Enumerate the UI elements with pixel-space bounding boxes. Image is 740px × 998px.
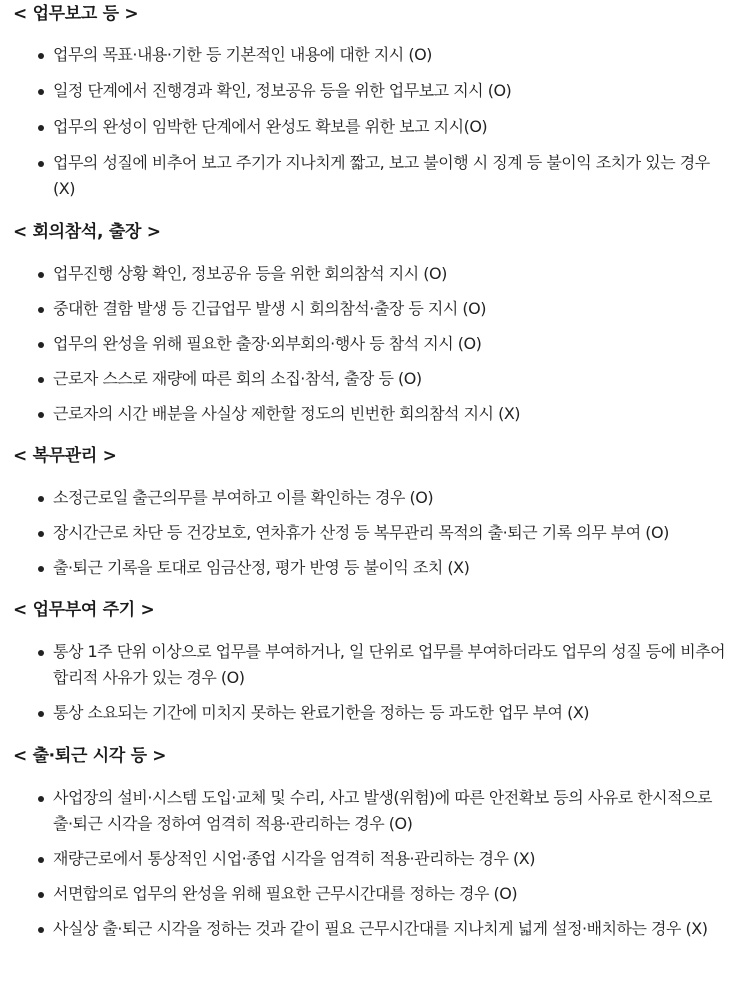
list-item bbox=[13, 42, 728, 68]
list-item bbox=[13, 331, 728, 357]
section-work-report bbox=[13, 0, 728, 202]
bullet-icon bbox=[38, 531, 44, 537]
bullet-icon bbox=[38, 342, 44, 348]
bullet-icon bbox=[38, 892, 44, 898]
list-item bbox=[13, 485, 728, 511]
bullet-icon bbox=[38, 307, 44, 313]
list-item bbox=[13, 700, 728, 726]
list-item bbox=[13, 916, 728, 942]
bullet-icon bbox=[38, 272, 44, 278]
bullet-icon bbox=[38, 125, 44, 131]
bullet-icon bbox=[38, 161, 44, 167]
bullet-icon bbox=[38, 377, 44, 383]
section-heading: < 출·퇴근 시각 등 > bbox=[13, 746, 167, 766]
list-item bbox=[13, 520, 728, 546]
list-item bbox=[13, 261, 728, 287]
bullet-icon bbox=[38, 412, 44, 418]
list-item-text: 소정근로일 출근의무를 부여하고 이를 확인하는 경우 (O) bbox=[53, 488, 434, 507]
list-item-text: 업무진행 상황 확인, 정보공유 등을 위한 회의참석 지시 (O) bbox=[53, 264, 447, 283]
list-item-text: 통상 1주 단위 이상으로 업무를 부여하거나, 일 단위로 업무를 부여하더라도 업무의 성질 등에 비추어 합리적 사유가 있는 경우 (O) bbox=[53, 642, 726, 687]
bullet-list bbox=[13, 485, 728, 581]
bullet-list bbox=[13, 42, 728, 202]
section-meeting-trip bbox=[13, 220, 728, 427]
list-item bbox=[13, 639, 728, 691]
bullet-icon bbox=[38, 566, 44, 572]
bullet-list bbox=[13, 785, 728, 942]
section-heading: < 업무부여 주기 > bbox=[13, 600, 155, 620]
bullet-list bbox=[13, 261, 728, 427]
list-item bbox=[13, 366, 728, 392]
list-item bbox=[13, 296, 728, 322]
bullet-icon bbox=[38, 857, 44, 863]
bullet-icon bbox=[38, 650, 44, 656]
list-item-text: 사실상 출·퇴근 시각을 정하는 것과 같이 필요 근무시간대를 지나치게 넓게 설정·배치하는 경우 (X) bbox=[53, 919, 708, 938]
list-item bbox=[13, 150, 728, 202]
list-item-text: 재량근로에서 통상적인 시업·종업 시각을 엄격히 적용·관리하는 경우 (X) bbox=[53, 849, 535, 868]
list-item-text: 사업장의 설비·시스템 도입·교체 및 수리, 사고 발생(위험)에 따른 안전확보 등의 사유로 한시적으로 출·퇴근 시각을 정하여 엄격히 적용·관리하는 경우 (O) bbox=[53, 788, 712, 833]
list-item-text: 출·퇴근 기록을 토대로 임금산정, 평가 반영 등 불이익 조치 (X) bbox=[53, 558, 470, 577]
bullet-icon bbox=[38, 496, 44, 502]
list-item-text: 장시간근로 차단 등 건강보호, 연차휴가 산정 등 복무관리 목적의 출·퇴근 기록 의무 부여 (O) bbox=[53, 523, 669, 542]
section-heading: < 회의참석, 출장 > bbox=[13, 222, 161, 242]
list-item-text: 근로자 스스로 재량에 따른 회의 소집·참석, 출장 등 (O) bbox=[53, 369, 422, 388]
bullet-icon bbox=[38, 796, 44, 802]
list-item bbox=[13, 846, 728, 872]
section-work-cycle bbox=[13, 598, 728, 726]
list-item-text: 근로자의 시간 배분을 사실상 제한할 정도의 빈번한 회의참석 지시 (X) bbox=[53, 404, 521, 423]
section-heading: < 업무보고 등 > bbox=[13, 4, 139, 24]
section-work-hours bbox=[13, 744, 728, 942]
section-heading: < 복무관리 > bbox=[13, 446, 117, 466]
bullet-list bbox=[13, 639, 728, 726]
list-item-text: 일정 단계에서 진행경과 확인, 정보공유 등을 위한 업무보고 지시 (O) bbox=[53, 81, 512, 100]
list-item bbox=[13, 78, 728, 104]
list-item-text: 서면합의로 업무의 완성을 위해 필요한 근무시간대를 정하는 경우 (O) bbox=[53, 884, 518, 903]
bullet-icon bbox=[38, 927, 44, 933]
list-item-text: 중대한 결함 발생 등 긴급업무 발생 시 회의참석·출장 등 지시 (O) bbox=[53, 299, 486, 318]
list-item-text: 업무의 성질에 비추어 보고 주기가 지나치게 짧고, 보고 불이행 시 징계 등 불이익 조치가 있는 경우 (X) bbox=[53, 153, 710, 198]
list-item bbox=[13, 785, 728, 837]
list-item bbox=[13, 401, 728, 427]
list-item-text: 통상 소요되는 기간에 미치지 못하는 완료기한을 정하는 등 과도한 업무 부여 (X) bbox=[53, 703, 590, 722]
list-item bbox=[13, 555, 728, 581]
list-item-text: 업무의 목표·내용·기한 등 기본적인 내용에 대한 지시 (O) bbox=[53, 45, 432, 64]
bullet-icon bbox=[38, 711, 44, 717]
bullet-icon bbox=[38, 53, 44, 59]
list-item bbox=[13, 881, 728, 907]
list-item-text: 업무의 완성이 임박한 단계에서 완성도 확보를 위한 보고 지시(O) bbox=[53, 117, 488, 136]
bullet-icon bbox=[38, 89, 44, 95]
list-item-text: 업무의 완성을 위해 필요한 출장·외부회의·행사 등 참석 지시 (O) bbox=[53, 334, 482, 353]
list-item bbox=[13, 114, 728, 140]
section-attendance-management bbox=[13, 444, 728, 581]
